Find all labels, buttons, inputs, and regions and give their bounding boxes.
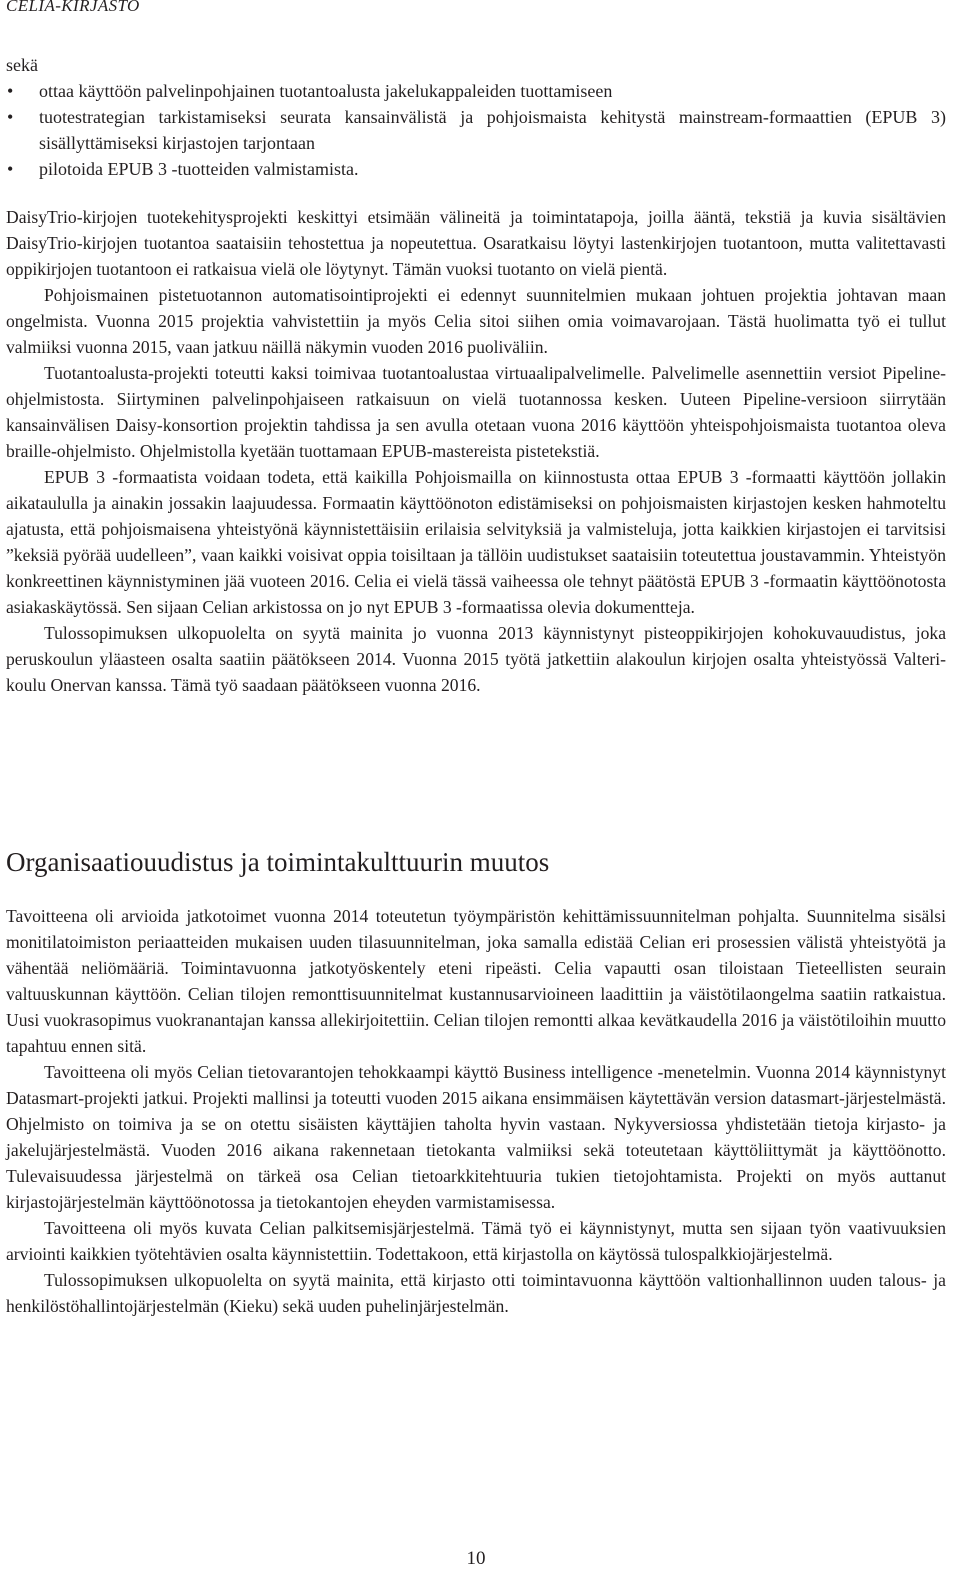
page-number: 10 <box>466 1548 486 1569</box>
paragraph: Tavoitteena oli arvioida jatkotoimet vuonna 2014 toteutetun työympäristön kehittämissuunnitelman pohjalta. Suunnitelma sisälsi monitilatoimiston periaatteiden mukaisen uuden tilasuunnitelman, joka samalla edistää Celian eri prosessien välistä yhteistyötä ja vähentää neliömääriä. Toimintavuonna jatkotyöskentely eteni ripeästi. Celia vapautti osan tiloistaan Tieteellisten seurain valtuuskunnan käyttöön. Celian tilojen remonttisuunnitelmat kustannusarvioineen laadittiin ja väistötilaongelma saatiin ratkaistua. Uusi vuokrasopimus vuokranantajan kanssa allekirjoitettiin. Celian tilojen remontti alkaa kevätkaudella 2016 ja väistötiloihin muutto tapahtuu ennen sitä. <box>6 906 946 1056</box>
bullet-item: • tuotestrategian tarkistamiseksi seurata kansainvälistä ja pohjoismaista kehitystä mainstream-formaattien (EPUB 3) sisällyttämiseksi kirjastojen tarjontaan <box>6 104 946 156</box>
bullet-item: • pilotoida EPUB 3 -tuotteiden valmistamista. <box>6 156 946 182</box>
paragraph: EPUB 3 -formaatista voidaan todeta, että kaikilla Pohjoismailla on kiinnostusta ottaa EPUB 3 -formaatti käyttöön jollakin aikataululla ja ainakin jossakin laajuudessa. Formaatin käyttöönoton edistämiseksi on pohjoismaisten kirjastojen kesken hahmoteltu ajatusta, että pohjoismaisena yhteistyönä käynnistettäisiin erilaisia selvityksiä ja valmisteluja, jotta kaikkien kirjastojen ei tarvitsisi ”keksiä pyörää uudelleen”, vaan kaikki voisivat oppia toisiltaan ja tällöin uudistukset saataisiin toteutettua joustavammin. Yhteistyön konkreettinen käynnistyminen jää vuoteen 2016. Celia ei vielä tässä vaiheessa ole tehnyt päätöstä EPUB 3 -formaatin käyttöönotosta asiakaskäytössä. Sen sijaan Celian arkistossa on jo nyt EPUB 3 -formaatissa olevia dokumentteja. <box>6 467 946 617</box>
paragraph: Pohjoismainen pistetuotannon automatisointiprojekti ei edennyt suunnitelmien mukaan johtuen projektia johtavan maan ongelmista. Vuonna 2015 projektia vahvistettiin ja myös Celia sitoi siihen omia voimavarojaan. Tästä huolimatta työ ei tullut valmiiksi vuonna 2015, vaan jatkuu näillä näkymin vuoden 2016 puoliväliin. <box>6 285 946 357</box>
section-heading: Organisaatiouudistus ja toimintakulttuurin muutos <box>6 847 550 877</box>
paragraph: Tulossopimuksen ulkopuolelta on syytä mainita jo vuonna 2013 käynnistynyt pisteoppikirjojen kohokuvauudistus, joka peruskoulun yläasteen osalta saatiin päätökseen 2014. Vuonna 2015 työtä jatkettiin alakoulun kirjojen osalta yhteistyössä Valteri-koulu Onervan kanssa. Tämä työ saadaan päätökseen vuonna 2016. <box>6 623 946 695</box>
paragraph: Tulossopimuksen ulkopuolelta on syytä mainita, että kirjasto otti toimintavuonna käyttöön valtionhallinnon uuden talous- ja henkilöstöhallintojärjestelmän (Kieku) sekä uuden puhelinjärjestelmän. <box>6 1270 946 1316</box>
paragraph: Tavoitteena oli myös kuvata Celian palkitsemisjärjestelmä. Tämä työ ei käynnistynyt, mutta sen sijaan työn vaativuuksien arviointi kaikkien työtehtävien osalta käynnistettiin. Todettakoon, että kirjastolla on käytössä tulospalkkiojärjestelmä. <box>6 1218 946 1264</box>
running-head: CELIA-KIRJASTO <box>6 0 140 15</box>
section-body-text <box>6 903 946 1319</box>
bullet-list <box>6 78 946 182</box>
intro-lead-word: sekä <box>6 55 38 75</box>
paragraph: DaisyTrio-kirjojen tuotekehitysprojekti keskittyi etsimään välineitä ja toimintatapoja, joilla ääntä, tekstiä ja kuvia sisältävien DaisyTrio-kirjojen tuotantoa saataisiin tehostettua ja nopeutettua. Osaratkaisu löytyi lastenkirjojen tuotantoon, mutta valitettavasti oppikirjojen tuotantoon ei ratkaisua vielä ole löytynyt. Tämän vuoksi tuotanto on vielä pientä. <box>6 207 946 279</box>
body-text <box>6 204 946 698</box>
bullet-item: • ottaa käyttöön palvelinpohjainen tuotantoalusta jakelukappaleiden tuottamiseen <box>6 78 946 104</box>
paragraph: Tuotantoalusta-projekti toteutti kaksi toimivaa tuotantoalustaa virtuaalipalvelimelle. Palvelimelle asennettiin versiot Pipeline-ohjelmistosta. Siirtyminen palvelinpohjaiseen ratkaisuun on vielä tuotannossa kesken. Uuteen Pipeline-versioon siirrytään kansainvälisen Daisy-konsortion projektin tahdissa ja sen avulla otetaan vuona 2016 käyttöön yhteispohjoismaista tuotantoa oleva braille-ohjelmisto. Ohjelmistolla kyetään tuottamaan EPUB-mastereista pistetekstiä. <box>6 363 946 461</box>
paragraph: Tavoitteena oli myös Celian tietovarantojen tehokkaampi käyttö Business intelligence -menetelmin. Vuonna 2014 käynnistynyt Datasmart-projekti jatkui. Projekti mallinsi ja toteutti vuoden 2015 aikana ensimmäisen käytettävän version datasmart-järjestelmästä. Ohjelmisto on toimiva ja se on otettu sisäisten käyttäjien taholta hyvin vastaan. Nykyversiossa yhdistetään tietoja kirjasto- ja jakelujärjestelmästä. Vuoden 2016 aikana rakennetaan tietokanta valmiiksi sekä toteutetaan käyttöliittymät ja käyttöönotto. Tulevaisuudessa järjestelmä on tärkeä osa Celian tietoarkkitehtuuria tukien tietojohtamista. Projekti on myös auttanut kirjastojärjestelmän käyttöönotossa ja tietokantojen eheyden varmistamisessa. <box>6 1062 946 1212</box>
